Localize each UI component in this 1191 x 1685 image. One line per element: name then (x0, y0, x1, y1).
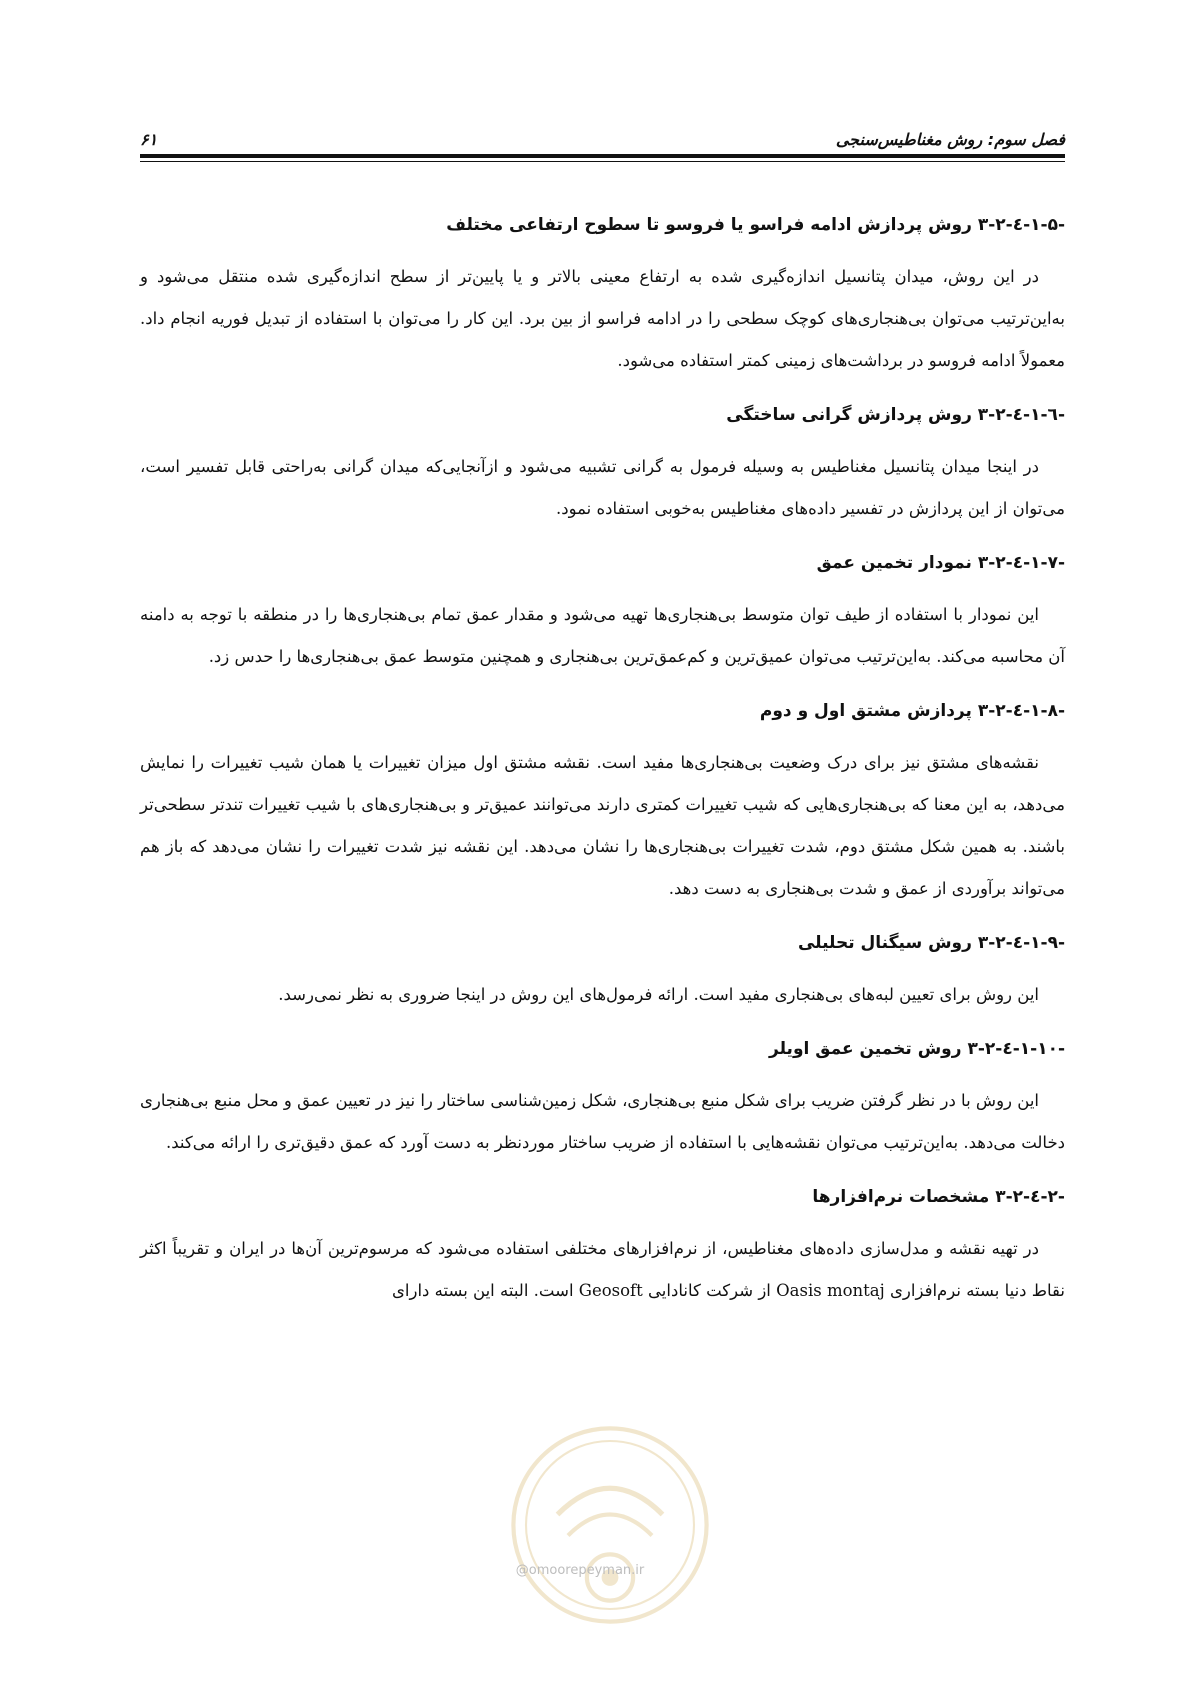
section-paragraph: در تهیه نقشه و مدل‌سازی داده‌های مغناطیس، از نرم‌افزارهای مختلفی استفاده می‌شود که مرسوم‌ترین آن‌ها در ایران و تقریباً اکثر نقاط دنیا بسته نرم‌افزاری Oasis montaj از شرکت کانادایی Geosoft است. البته این بسته دارای (140, 1239, 1065, 1300)
section-heading (140, 1034, 1065, 1064)
chapter-title: فصل سوم: روش مغناطیس‌سنجی (835, 130, 1065, 149)
section-paragraph: این نمودار با استفاده از طیف توان متوسط بی‌هنجاری‌ها تهیه می‌شود و مقدار عمق تمام بی‌هنجاری‌ها را در منطقه با توجه به دامنه آن محاسبه می‌کند. به‌این‌ترتیب می‌توان عمیق‌ترین و کم‌عمق‌ترین بی‌هنجاری و همچنین متوسط عمق بی‌هنجاری‌ها را حدس زد. (140, 605, 1065, 666)
section-derivatives (140, 696, 1065, 910)
section-number: ۳-۲-٤-۱-٦- (977, 405, 1065, 425)
section-title: روش پردازش ادامه فراسو یا فروسو تا سطوح ارتفاعی مختلف (446, 215, 972, 235)
section-euler-depth (140, 1034, 1065, 1164)
header-rule-thick (140, 154, 1065, 158)
watermark-logo-icon (505, 1420, 715, 1630)
section-software (140, 1182, 1065, 1312)
section-upward-downward-continuation (140, 210, 1065, 382)
section-paragraph: در این روش، میدان پتانسیل اندازه‌گیری شده به ارتفاع معینی بالاتر و یا پایین‌تر از سطح اندازه‌گیری شده منتقل می‌شود و به‌این‌ترتیب می‌توان بی‌هنجاری‌های کوچک سطحی را در ادامه فراسو از بین برد. این کار را می‌توان با استفاده از تبدیل فوریه انجام داد. معمولاً ادامه فروسو در برداشت‌های زمینی کمتر استفاده می‌شود. (140, 267, 1065, 370)
section-heading (140, 548, 1065, 578)
section-number: ۳-۲-٤-۱-۹- (977, 933, 1065, 953)
section-title: روش پردازش گرانی ساختگی (726, 405, 972, 425)
header-rule-thin (140, 161, 1065, 162)
page-header (140, 130, 1065, 170)
section-depth-estimation (140, 548, 1065, 678)
section-heading (140, 928, 1065, 958)
section-number: ۳-۲-٤-۱-۸- (977, 701, 1065, 721)
section-number: ۳-۲-٤-۲- (995, 1187, 1065, 1207)
section-title: روش تخمین عمق اویلر (769, 1039, 962, 1059)
page-number: ۶۱ (140, 130, 158, 149)
section-number: ۳-۲-٤-۱-۱۰- (967, 1039, 1065, 1059)
section-paragraph: نقشه‌های مشتق نیز برای درک وضعیت بی‌هنجاری‌ها مفید است. نقشه مشتق اول میزان تغییرات یا همان شیب تغییرات را نمایش می‌دهد، به این معنا که بی‌هنجاری‌هایی که شیب تغییرات کمتری دارند می‌توانند عمیق‌تر و بی‌هنجاری‌های با شیب تغییرات تندتر سطحی‌تر باشند. به همین شکل مشتق دوم، شدت تغییرات بی‌هنجاری‌ها را نشان می‌دهد. این نقشه نیز شدت تغییرات را نشان می‌دهد که باز هم می‌تواند برآوردی از عمق و شدت بی‌هنجاری به دست دهد. (140, 753, 1065, 898)
section-number: ۳-۲-٤-۱-۵- (977, 215, 1065, 235)
section-number: ۳-۲-٤-۱-۷- (977, 553, 1065, 573)
section-paragraph: در اینجا میدان پتانسیل مغناطیس به وسیله فرمول به گرانی تشبیه می‌شود و ازآنجایی‌که میدان گرانی به‌راحتی قابل تفسیر است، می‌توان از این پردازش در تفسیر داده‌های مغناطیس به‌خوبی استفاده نمود. (140, 457, 1065, 518)
section-paragraph: این روش برای تعیین لبه‌های بی‌هنجاری مفید است. ارائه فرمول‌های این روش در اینجا ضروری به نظر نمی‌رسد. (278, 985, 1039, 1004)
section-heading (140, 400, 1065, 430)
section-pseudo-gravity (140, 400, 1065, 530)
section-title: نمودار تخمین عمق (816, 553, 972, 573)
section-heading (140, 696, 1065, 726)
page-content (140, 210, 1065, 1330)
section-paragraph: این روش با در نظر گرفتن ضریب برای شکل منبع بی‌هنجاری، شکل زمین‌شناسی ساختار را نیز در تعیین عمق و محل منبع بی‌هنجاری دخالت می‌دهد. به‌این‌ترتیب می‌توان نقشه‌هایی با استفاده از ضریب ساختار موردنظر به دست آورد که عمق دقیق‌تری را ارائه می‌کند. (140, 1091, 1065, 1152)
section-title: روش سیگنال تحلیلی (797, 933, 972, 953)
watermark-url: @omoorepeyman.ir (515, 1563, 645, 1578)
section-title: مشخصات نرم‌افزارها (812, 1187, 990, 1207)
section-heading (140, 210, 1065, 240)
section-analytic-signal (140, 928, 1065, 1016)
section-title: پردازش مشتق اول و دوم (759, 701, 972, 721)
section-heading (140, 1182, 1065, 1212)
